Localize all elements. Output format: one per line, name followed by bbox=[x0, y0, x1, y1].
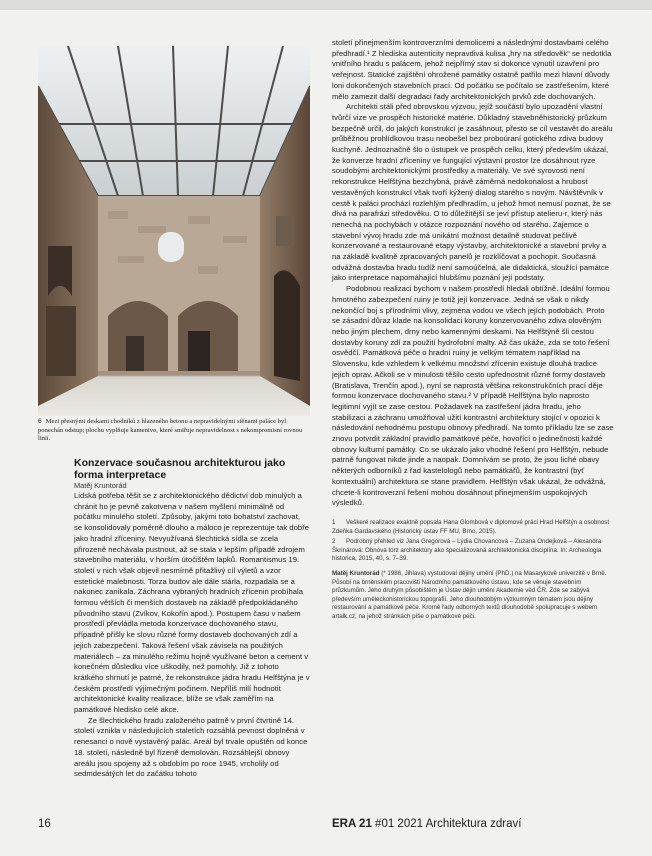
footnote bbox=[332, 519, 614, 536]
caption-number: 6 bbox=[38, 418, 42, 425]
magazine-name: ERA 21 bbox=[332, 818, 372, 830]
footnote-number: 1 bbox=[332, 518, 336, 526]
issue-info: #01 2021 Architektura zdraví bbox=[375, 818, 522, 830]
footnotes bbox=[332, 519, 614, 564]
footnote-number: 2 bbox=[332, 538, 336, 546]
caption-text: Mezi přesnými deskami chodníků z hlazeného betonu a nepravidelnými stěnami paláce byl ponechán odstup; plochu vyplňuje kamenivo, které smiřuje nepravidelnost s nekompromisní rovnou linií. bbox=[38, 418, 303, 443]
body-paragraph: století přinejmenším kontroverzními demolicemi a následnými dostavbami celého předhradí.¹ Z hlediska autenticity nepravdivá kulisa „hry na středověk“ se nedotkla vnitřního hradu s palácem, jehož nejpřímý stav si dokonce vynutil uzavření pro veřejnost. Statické zajištění ohrožené památky ostatně patřilo mezi hlavní důvody loni dokončených stavebních prací. Od počátku se počítalo se zastřešením, které mělo zamezit další degradaci řady architektonických prvků zde dochovaných. bbox=[332, 38, 612, 101]
body-paragraph: Architekti stáli před obrovskou výzvou, jejíž součástí bylo upozadění vlastní tvůrčí vize ve prospěch historické matérie. Důkladný stavebněhistorický průzkum bezpečně určil, do jakých konstrukcí je zasáhnout, přesto se cíl vestavět do areálu průběžnou prohlídkovou trasu neobešel bez proboúraní gotického zdiva budovy kuchyně. Jednoznačně šlo o ústupek ve prospěch celku, který především ukázal, že konverze hradní zříceniny ve fungující výstavní prostor lze dosáhnout ryze soudobými architektonickými prostředky a materiály. Ve své syrovosti není rekonstrukce Helfštýna bezchybná, právě záměrná nedokonalost a hrubost vestavěných konstrukcí však tvoří kýžený dialog starého s novým. Návštěvník v cestě k paláci prochází rozlehlým předhradím, u jehož hmot nemusí poznat, že se dívá na parafrázi středověku. O to důležitější se jeví přístup atelieru-r, který nás nenechá na pochybách v otázce rozpoznání nového od starého. Zajemce o stavební vývoj hradu zde má unikátní možnost detailně studovat pečlivě konzervované a restaurované etapy výstavby, architektonické a stavební prvky a na základě kvalitně zpracovaných panelů je rozklíčovat a pochopit. Současná odvážná dostavba hradu tudíž není samoúčelná, ale didaktická, sloužící památce jako interpretace napomáhající hlubšímu poznání její podstaty. bbox=[332, 102, 613, 283]
right-column bbox=[332, 38, 614, 621]
body-paragraph: Lidská potřeba těšit se z architektonického dědictví dob minulých a chránit ho je pevně zakotvena v našem myšlení minimálně od počátku minulého století. Způsoby, jakými toto bohatství zachovat, se konsolidovaly poměrně dlouho a máloco je reprezentuje tak dobře jako hradní zříceniny. Nevyužívaná šlechtická sídla se zcela přirozeně nechávala pustnout, až se stala v lepším případě zdrojem stavebního materiálu, v horším útočištěm lapků. Romantismus 19. století v nich však objevil nesmírně přitažlivý cíl výletů a vzor estetické malebnosti. Torza budov ale dále stárla, rozpadala se a nakonec zanikala. Záchrana vybraných hradních zřícenin probíhala formou větších či menších dostaveb na základě předpokládaného původního stavu (Zvíkov, Kokořín apod.). Postupem času v našem prostředí převládla metoda konzervace dochovaného stavu, případně přišly ke slovu různé formy dostaveb dochovaných zdí a jejich zabezpečení. Taková řešení však závisela na použitých materiálech – za minulého režimu hojně využívané beton a cement v konečném důsledku více uškodily, než pomohly. Již z tohoto krátkého shrnutí je patrné, že rekonstrukce jádra hradu Helfštýna je v českém prostředí výjimečným počinem. Nepříliš milí hodnotit architektonické kvality realizace, blíže se však zaměřím na památkové hledisko celé akce. bbox=[74, 491, 310, 715]
author-bio bbox=[332, 570, 614, 622]
page-number: 16 bbox=[38, 818, 51, 830]
footnote-text: Podrobný přehled viz Jana Gregorová – Lýdia Chovancová – Zuzana Ondejková – Alexandra Škrinárová: Obnova torz architektúry ako špecializovaná architektonická disciplína. In: Archeologia historica, 2015, 40, s. 7–39. bbox=[332, 538, 602, 563]
left-body-text bbox=[74, 491, 310, 780]
left-column bbox=[38, 458, 310, 780]
body-paragraph: Ze šlechtického hradu založeného patrně v první čtvrtině 14. století vznikla v následujících staletích rozsáhlá pevnost doplněná v renesanci o nově vystavěný palác. Areál byl trvale opuštěn od konce 18. století, následně byl řízeně demolován. Rozsáhlejší obnovy areálu jsou spojeny až s obdobím po roce 1945, vrcholily od sedmdesátých let do začátku tohoto bbox=[74, 715, 308, 779]
bio-name: Matěj Kruntorád bbox=[332, 569, 380, 577]
running-footer bbox=[332, 818, 521, 830]
bio-text: (* 1986, Jihlava) vystudoval dějiny umění (PhD.) na Masarykově univerzitě v Brně. Působí na brněnském pracovišti Národního památkového ústavu, kde se věnuje stavebním průzkumům. Jeho druhým působištěm je Ústav dějin umění Akademie věd ČR. Zde se zabývá především uměleckohistorickou topografií. Jeho dlouhodobým výzkumným tématem jsou dějiny restaurování a památkové péče. Kromě řady odborných textů dlouhodobě spolupracuje s webem artalk.cz, na jehož stránkách píše o památkové péči. bbox=[332, 569, 607, 620]
interior-photo bbox=[38, 46, 310, 416]
footnote-text: Veškeré realizace exaktně popsala Hana Glombová v diplomové práci Hrad Helfštýn a osobnost Zdeňka Gardavského (Historický ústav FF MU, Brno, 2015). bbox=[332, 518, 610, 535]
right-body-text bbox=[332, 38, 614, 509]
body-paragraph: Podobnou realizaci bychom v našem prostředí hledali obtížně. Ideální formou hmotného zabezpečení ruiny je totiž její konzervace. Jedná se však o nikdy nekončící boj s přírodními vlivy, zejména vodou ve všech jejích podobách. Proto se zásadní důraz klade na konsolidaci koruny konzervovaného zdiva olověným nebo jiným plechem, drny nebo kamennými deskami. Na Helfštýně šli cestou dostavby koruny zdí za použití hydrofobní malty. Až čas ukáže, zda se toto řešení osvědčí. Památková péče o hradní ruiny je velkým tématem například na Slovensku, kde vzhledem k velkému množství zřícenin existuje dlouhá tradice jejich oprav. Ačkoli se v minulosti těšilo cesto upřednostnit různé formy dostaveb (Bratislava, Trenčín apod.), nyní se naprostá většina rekonstrukčních prací děje formou konzervace dochovaného stavu.² V případě Helfštýna bylo naprosto legitimní vyjít se zase cestou. Požadavek na zastřešení jádra hradu, jeho stabilizaci a záchranu umožňoval užití kontrastní architektury stojící v opozici k následování nehodnému postupu obnovy předhradí. Na tomto příkladu lze se zase znovu potvrdit základní pravidlo památkové péče, hovořící o jedinečnosti každé obnovy kulturní památky. Co se ukázalo jako vhodné řešení pro Helfštýn, nebude patrně fungovat nikde jinde a naopak. Domnívám se proto, že jsou liché obavy některých odborníků z řad kastelologů nebo památkářů, že kontrastní (byť kontextuální) architektura se stane pravidlem. Helfštýn však ukázal, že odvážná, chcete-li kontroverzní řešení mohou dosáhnout přinejmenším uspokojivých výsledků. bbox=[332, 284, 614, 508]
section-title: Konzervace současnou architekturou jako forma interpretace bbox=[74, 457, 286, 481]
section-author: Matěj Kruntorád bbox=[74, 481, 127, 490]
photo-caption bbox=[38, 418, 310, 444]
footnote bbox=[332, 538, 614, 564]
top-band bbox=[0, 0, 652, 10]
